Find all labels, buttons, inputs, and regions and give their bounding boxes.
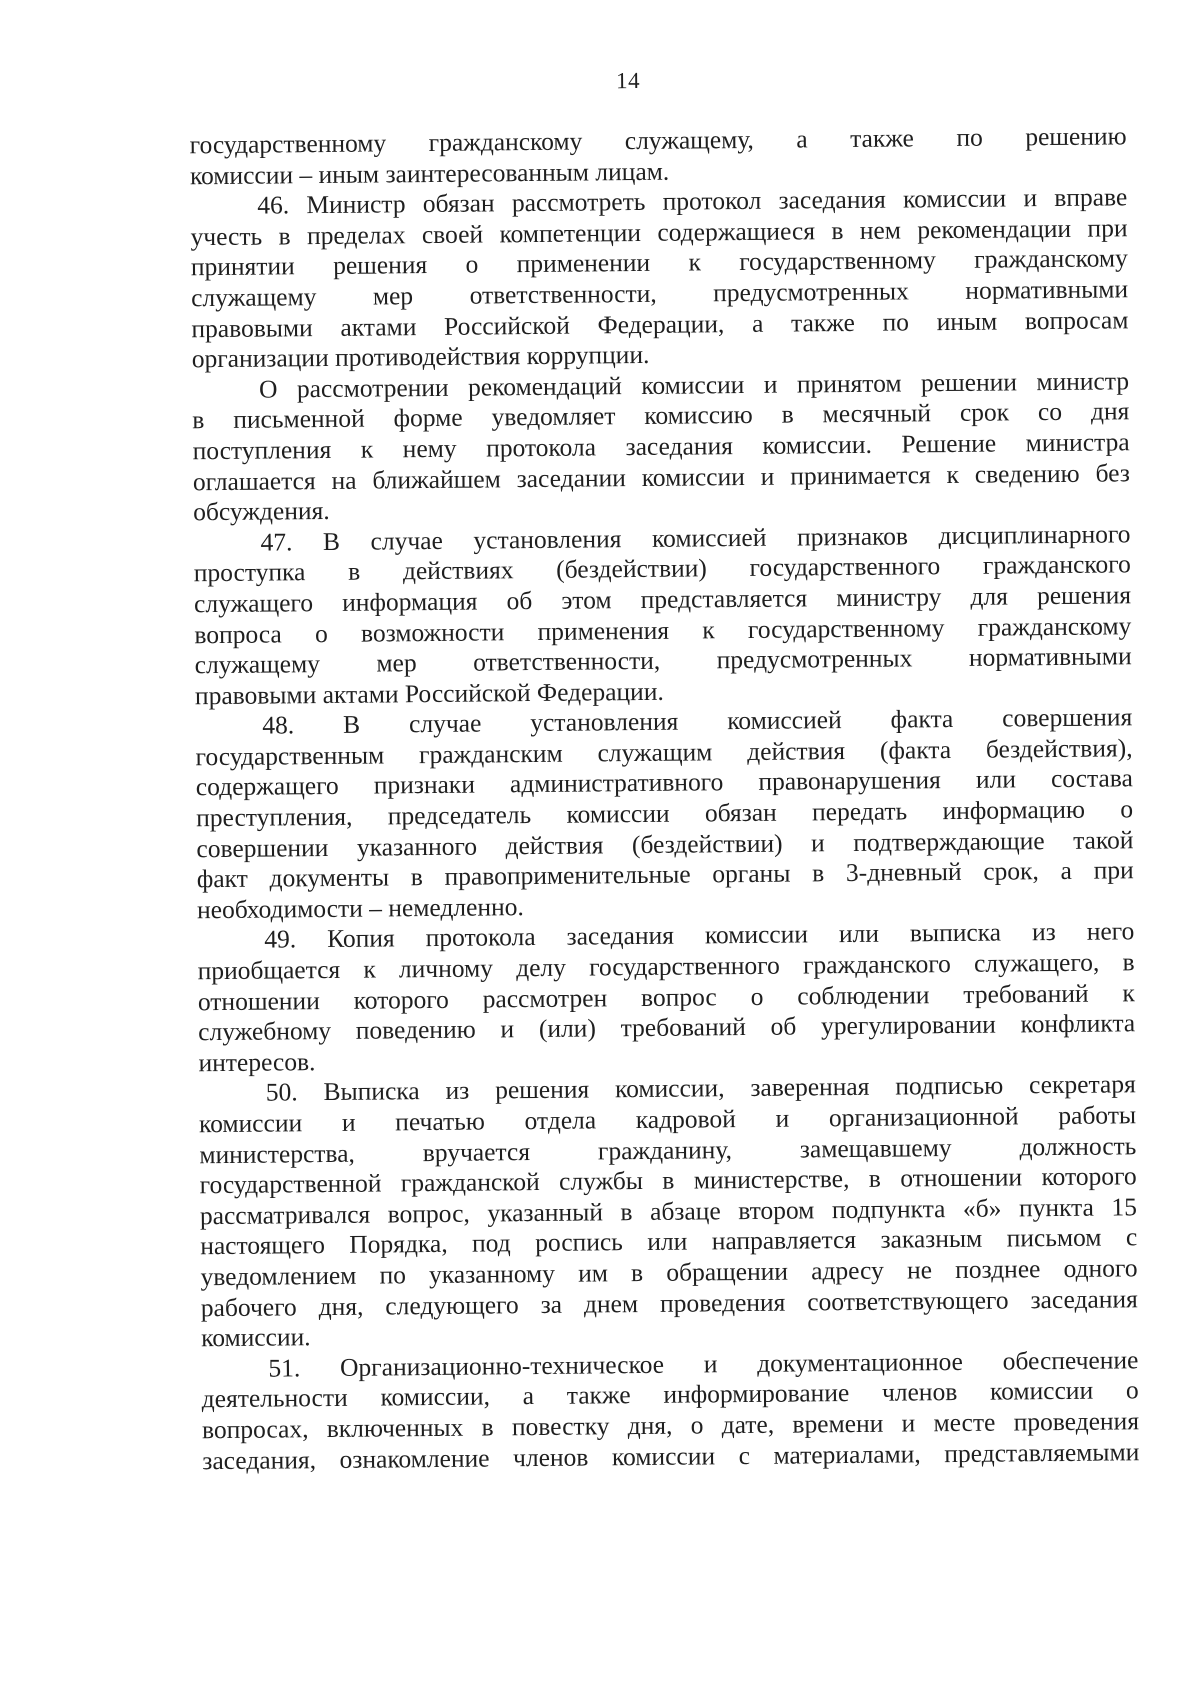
text-line: 51. Организационно-техническое и документационное обеспечение xyxy=(268,1344,1139,1383)
paragraph xyxy=(199,1070,1139,1354)
text-line: совершении указанного действия (бездействии) и подтверждающие такой xyxy=(196,824,1134,863)
paragraph xyxy=(201,1345,1139,1476)
text-line: преступления, председатель комиссии обязан передать информацию о xyxy=(196,794,1134,833)
text-line: 47. В случае установления комиссией признаков дисциплинарного xyxy=(260,518,1131,557)
text-line: государственному гражданскому служащему, а также по решению xyxy=(189,121,1127,160)
text-line: государственной гражданской службы в министерстве, в отношении которого xyxy=(199,1161,1137,1200)
text-line: оглашается на ближайшем заседании комиссии и принимается к сведению без xyxy=(192,457,1131,496)
text-line: принятии решения о применении к государственному гражданскому xyxy=(190,243,1128,282)
text-line: 46. Министр обязан рассмотреть протокол заседания комиссии и вправе xyxy=(257,182,1128,220)
text-line: уведомлением по указанному им в обращении адресу не позднее одного xyxy=(200,1253,1138,1292)
text-line: служащего информация об этом представляется министру для решения xyxy=(193,580,1132,619)
text-line: поступления к нему протокола заседания комиссии. Решение министра xyxy=(192,427,1130,466)
text-line: служащему мер ответственности, предусмотренных нормативными xyxy=(194,641,1132,680)
text-line: О рассмотрении рекомендаций комиссии и принятом решении министр xyxy=(258,366,1130,404)
text-line: министерства, вручается гражданину, замещавшему должность xyxy=(199,1130,1137,1169)
paragraph xyxy=(192,366,1130,528)
paragraph xyxy=(190,182,1129,375)
text-line: рассматривался вопрос, указанный в абзаце втором подпункта «б» пункта 15 xyxy=(199,1192,1138,1231)
text-line: 49. Копия протокола заседания комиссии или выписка из него xyxy=(264,916,1135,955)
text-line: 48. В случае установления комиссией факта совершения xyxy=(262,702,1133,740)
text-line: отношении которого рассмотрен вопрос о соблюдении требований к xyxy=(197,977,1136,1016)
text-line: служебному поведению и (или) требований об урегулировании конфликта xyxy=(198,1008,1136,1047)
text-line: учесть в пределах своей компетенции содержащиеся в нем рекомендации при xyxy=(190,213,1128,252)
text-line: проступка в действиях (бездействии) государственного гражданского xyxy=(193,549,1131,588)
paragraph xyxy=(193,519,1132,712)
text-line: комиссии – иным заинтересованным лицам. xyxy=(189,156,670,190)
text-line: приобщается к личному делу государственного гражданского служащего, в xyxy=(197,947,1135,986)
text-line: настоящего Порядка, под роспись или направляется заказным письмом с xyxy=(200,1222,1138,1261)
text-line: вопросах, включенных в повестку дня, о дате, времени и месте проведения xyxy=(201,1406,1140,1445)
text-line: деятельности комиссии, а также информирование членов комиссии о xyxy=(201,1375,1139,1414)
text-line: правовыми актами Российской Федерации, а также по иным вопросам xyxy=(191,304,1129,343)
text-line: заседания, ознакомление членов комиссии с материалами, представляемыми xyxy=(202,1436,1140,1475)
text-line: интересов. xyxy=(198,1046,316,1078)
text-line: организации противодействия коррупции. xyxy=(191,340,650,374)
text-line: рабочего дня, следующего за днем проведения соответствующего заседания xyxy=(200,1283,1138,1322)
paragraph xyxy=(197,917,1135,1079)
text-line: необходимости – немедленно. xyxy=(196,891,524,925)
text-line: комиссии. xyxy=(201,1322,311,1353)
text-line: 50. Выписка из решения комиссии, заверенная подписью секретаря xyxy=(265,1069,1136,1108)
document-body xyxy=(190,121,1140,1476)
text-line: служащему мер ответственности, предусмотренных нормативными xyxy=(191,274,1129,313)
text-line: комиссии и печатью отдела кадровой и организационной работы xyxy=(198,1100,1137,1139)
paragraph xyxy=(195,703,1134,926)
text-line: вопроса о возможности применения к государственному гражданскому xyxy=(194,610,1132,649)
text-line: в письменной форме уведомляет комиссию в месячный срок со дня xyxy=(192,396,1130,435)
page-number: 14 xyxy=(615,67,641,94)
text-line: обсуждения. xyxy=(193,496,330,527)
text-line: государственным гражданским служащим действия (факта бездействия), xyxy=(195,733,1133,772)
paragraph xyxy=(190,121,1128,191)
text-line: правовыми актами Российской Федерации. xyxy=(194,676,664,710)
text-line: содержащего признаки административного правонарушения или состава xyxy=(195,763,1133,802)
text-line: факт документы в правоприменительные органы в 3-дневный срок, а при xyxy=(196,855,1134,894)
